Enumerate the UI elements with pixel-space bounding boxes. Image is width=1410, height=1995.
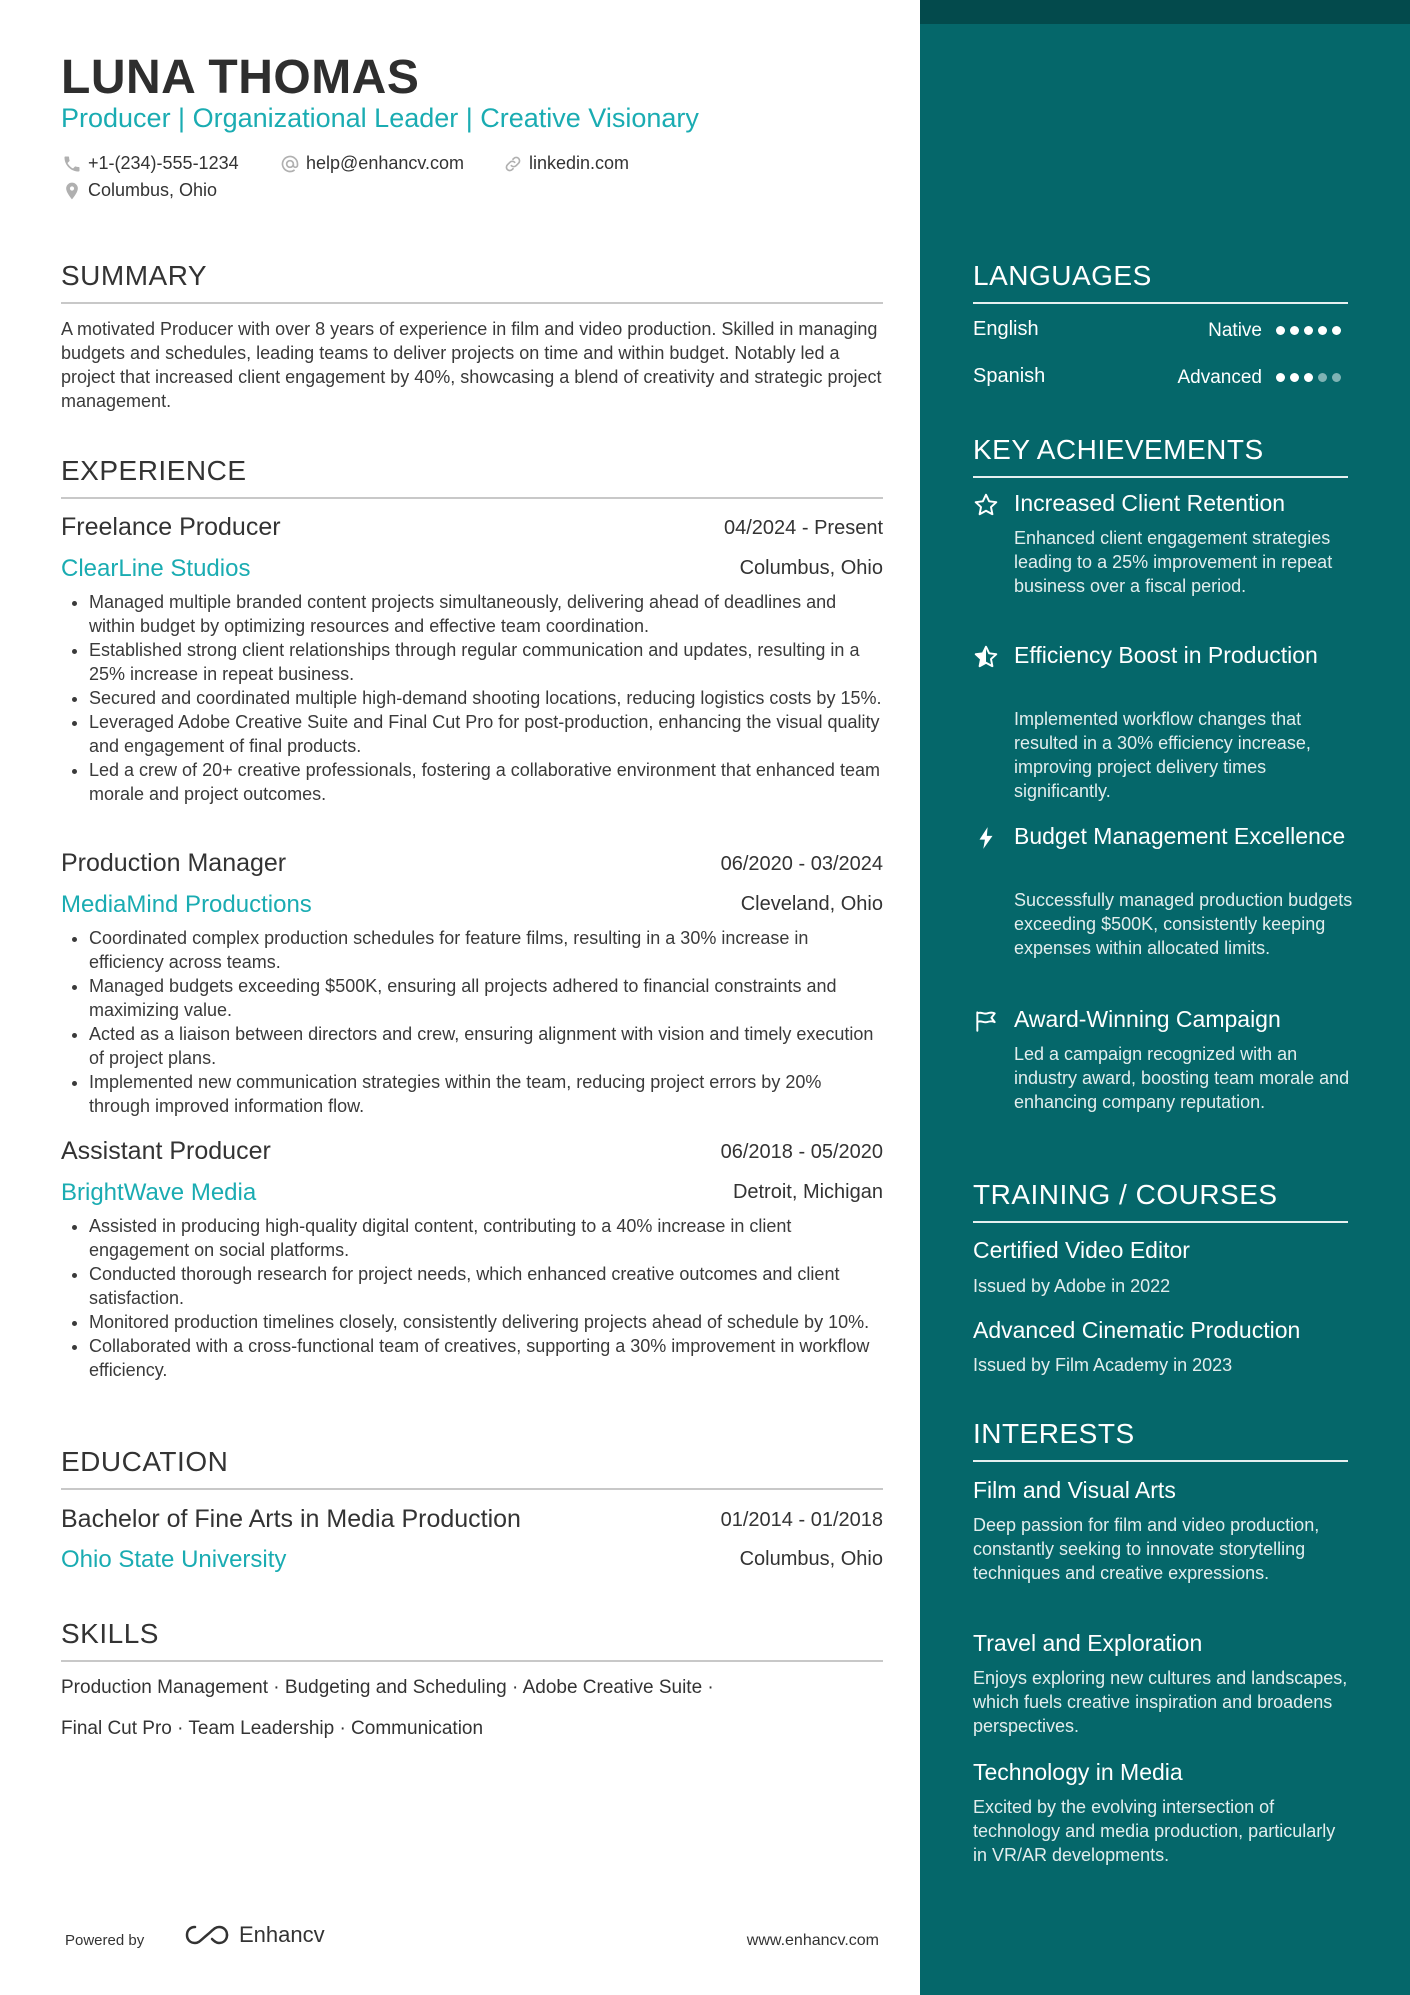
list-item: • Led a crew of 20+ creative professionals, fostering a collaborative environment that enhanced team morale and project outcomes.: [89, 758, 883, 806]
rating-dot: [1318, 373, 1327, 382]
at-icon: [280, 154, 300, 174]
job-location: Columbus, Ohio: [739, 557, 883, 579]
job-dates: 04/2024 - Present: [724, 517, 883, 539]
enhancv-logo[interactable]: [183, 1922, 325, 1948]
training-heading: TRAINING / COURSES: [973, 1179, 1348, 1211]
degree-title: Bachelor of Fine Arts in Media Production: [61, 1505, 521, 1533]
course-issuer: Issued by Adobe in 2022: [973, 1276, 1171, 1296]
achievement-desc: Successfully managed production budgets exceeding $500K, consistently keeping expenses within allocated limits.: [1014, 890, 1353, 958]
phone-text: +1-(234)-555-1234: [88, 153, 239, 173]
rating-dot: [1332, 373, 1341, 382]
skills-list: Final Cut Pro · Team Leadership · Communication: [61, 1718, 484, 1739]
summary-heading: SUMMARY: [61, 260, 883, 292]
language-name: English: [973, 318, 1039, 340]
job-title: Freelance Producer: [61, 513, 281, 541]
footer-url[interactable]: www.enhancv.com: [746, 1932, 879, 1949]
job-bullets: [61, 1214, 883, 1382]
language-level: Native: [1208, 320, 1262, 341]
language-rating: [1276, 373, 1341, 382]
achievement-title: Efficiency Boost in Production: [1014, 642, 1318, 668]
rating-dot: [1276, 373, 1285, 382]
language-name: Spanish: [973, 365, 1046, 387]
contact-phone[interactable]: [62, 153, 239, 174]
list-item: • Collaborated with a cross-functional team of creatives, supporting a 30% improvement in workflow efficiency.: [89, 1334, 883, 1382]
list-item: • Managed multiple branded content projects simultaneously, delivering ahead of deadlines and within budget by optimizing resources and effective team coordination.: [89, 590, 883, 638]
rating-dot: [1332, 326, 1341, 335]
job-title: Assistant Producer: [61, 1137, 271, 1165]
job-bullets: [61, 926, 883, 1118]
email-text: help@enhancv.com: [306, 153, 465, 173]
contact-email[interactable]: [280, 153, 464, 174]
section-divider: [61, 302, 883, 304]
job-company: BrightWave Media: [61, 1179, 257, 1206]
job-company: MediaMind Productions: [61, 891, 312, 918]
school-location: Columbus, Ohio: [739, 1548, 883, 1570]
achievement-title: Budget Management Excellence: [1014, 823, 1346, 849]
list-item: • Secured and coordinated multiple high-demand shooting locations, reducing logistics costs by 15%.: [89, 686, 883, 710]
job-dates: 06/2020 - 03/2024: [720, 853, 883, 875]
rating-dot: [1290, 373, 1299, 382]
course-title: Certified Video Editor: [973, 1237, 1190, 1263]
list-item: • Assisted in producing high-quality digital content, contributing to a 40% increase in client engagement on social platforms.: [89, 1214, 883, 1262]
list-item: • Established strong client relationships through regular communication and updates, resulting in a 25% increase in repeat business.: [89, 638, 883, 686]
sidebar-column: [920, 0, 1410, 1995]
location-pin-icon: [62, 181, 82, 201]
achievement-title: Increased Client Retention: [1014, 490, 1286, 516]
contact-location: [62, 180, 217, 201]
skills-list: Production Management · Budgeting and Scheduling · Adobe Creative Suite ·: [61, 1677, 714, 1698]
lightning-icon: [973, 825, 999, 851]
rating-dot: [1290, 326, 1299, 335]
rating-dot: [1304, 373, 1313, 382]
course-title: Advanced Cinematic Production: [973, 1317, 1301, 1343]
job-bullets: [61, 590, 883, 806]
job-company: ClearLine Studios: [61, 555, 251, 582]
rating-dot: [1276, 326, 1285, 335]
interest-desc: Excited by the evolving intersection of technology and media production, particularly in VR/AR developments.: [973, 1797, 1336, 1865]
flag-icon: [973, 1008, 999, 1034]
section-divider: [973, 302, 1348, 304]
list-item: • Managed budgets exceeding $500K, ensuring all projects adhered to financial constraints and maximizing value.: [89, 974, 883, 1022]
languages-heading: LANGUAGES: [973, 260, 1348, 292]
powered-by-label: Powered by: [65, 1932, 145, 1949]
achievement-desc: Led a campaign recognized with an industry award, boosting team morale and enhancing company reputation.: [1014, 1044, 1350, 1112]
contact-linkedin[interactable]: [503, 153, 629, 174]
achievement-desc: Enhanced client engagement strategies leading to a 25% improvement in repeat business over a fiscal period.: [1014, 528, 1333, 596]
language-level: Advanced: [1177, 367, 1262, 388]
candidate-name: LUNA THOMAS: [61, 51, 420, 104]
skills-heading: SKILLS: [61, 1618, 883, 1650]
phone-icon: [62, 154, 82, 174]
experience-heading: EXPERIENCE: [61, 455, 883, 487]
school-name: Ohio State University: [61, 1546, 287, 1573]
job-location: Cleveland, Ohio: [740, 893, 883, 915]
achievements-heading: KEY ACHIEVEMENTS: [973, 434, 1348, 466]
interest-desc: Deep passion for film and video production, constantly seeking to innovate storytelling techniques and creative expressions.: [973, 1515, 1320, 1583]
section-divider: [973, 476, 1348, 478]
section-divider: [61, 1488, 883, 1490]
interest-title: Travel and Exploration: [973, 1630, 1203, 1656]
interest-title: Technology in Media: [973, 1759, 1183, 1785]
section-divider: [61, 1660, 883, 1662]
job-location: Detroit, Michigan: [732, 1181, 883, 1203]
section-divider: [61, 497, 883, 499]
location-text: Columbus, Ohio: [88, 180, 218, 200]
sidebar-top-band: [920, 0, 1410, 24]
list-item: • Leveraged Adobe Creative Suite and Final Cut Pro for post-production, enhancing the visual quality and engagement of final products.: [89, 710, 883, 758]
candidate-title: Producer | Organizational Leader | Creative Visionary: [61, 103, 699, 133]
section-divider: [973, 1221, 1348, 1223]
rating-dot: [1304, 326, 1313, 335]
brand-name: Enhancv: [239, 1922, 325, 1947]
star-icon: [973, 492, 999, 518]
linkedin-text: linkedin.com: [529, 153, 630, 173]
list-item: • Coordinated complex production schedules for feature films, resulting in a 30% increase in efficiency across teams.: [89, 926, 883, 974]
education-dates: 01/2014 - 01/2018: [720, 1509, 883, 1531]
list-item: • Acted as a liaison between directors and crew, ensuring alignment with vision and timely execution of project plans.: [89, 1022, 883, 1070]
language-rating: [1276, 326, 1341, 335]
list-item: • Monitored production timelines closely, consistently delivering projects ahead of schedule by 10%.: [89, 1310, 883, 1334]
achievement-title: Award-Winning Campaign: [1014, 1006, 1281, 1032]
link-icon: [503, 154, 523, 174]
interest-desc: Enjoys exploring new cultures and landscapes, which fuels creative inspiration and broadens perspectives.: [973, 1668, 1348, 1736]
infinity-logo-icon: [183, 1922, 231, 1948]
achievement-desc: Implemented workflow changes that resulted in a 30% efficiency increase, improving project delivery times significantly.: [1014, 709, 1311, 801]
section-divider: [973, 1460, 1348, 1462]
education-heading: EDUCATION: [61, 1446, 883, 1478]
job-title: Production Manager: [61, 849, 287, 877]
course-issuer: Issued by Film Academy in 2023: [973, 1355, 1233, 1375]
interests-heading: INTERESTS: [973, 1418, 1348, 1450]
half-star-icon: [973, 644, 999, 670]
list-item: • Implemented new communication strategies within the team, reducing project errors by 20% through improved information flow.: [89, 1070, 883, 1118]
interest-title: Film and Visual Arts: [973, 1477, 1176, 1503]
list-item: • Conducted thorough research for project needs, which enhanced creative outcomes and client satisfaction.: [89, 1262, 883, 1310]
summary-text: A motivated Producer with over 8 years of experience in film and video production. Skilled in managing budgets and schedules, leading teams to deliver projects on time and within budget. Notably led a project that increased client engagement by 40%, showcasing a blend of creativity and strategic project management.: [61, 319, 882, 411]
job-dates: 06/2018 - 05/2020: [720, 1141, 883, 1163]
rating-dot: [1318, 326, 1327, 335]
